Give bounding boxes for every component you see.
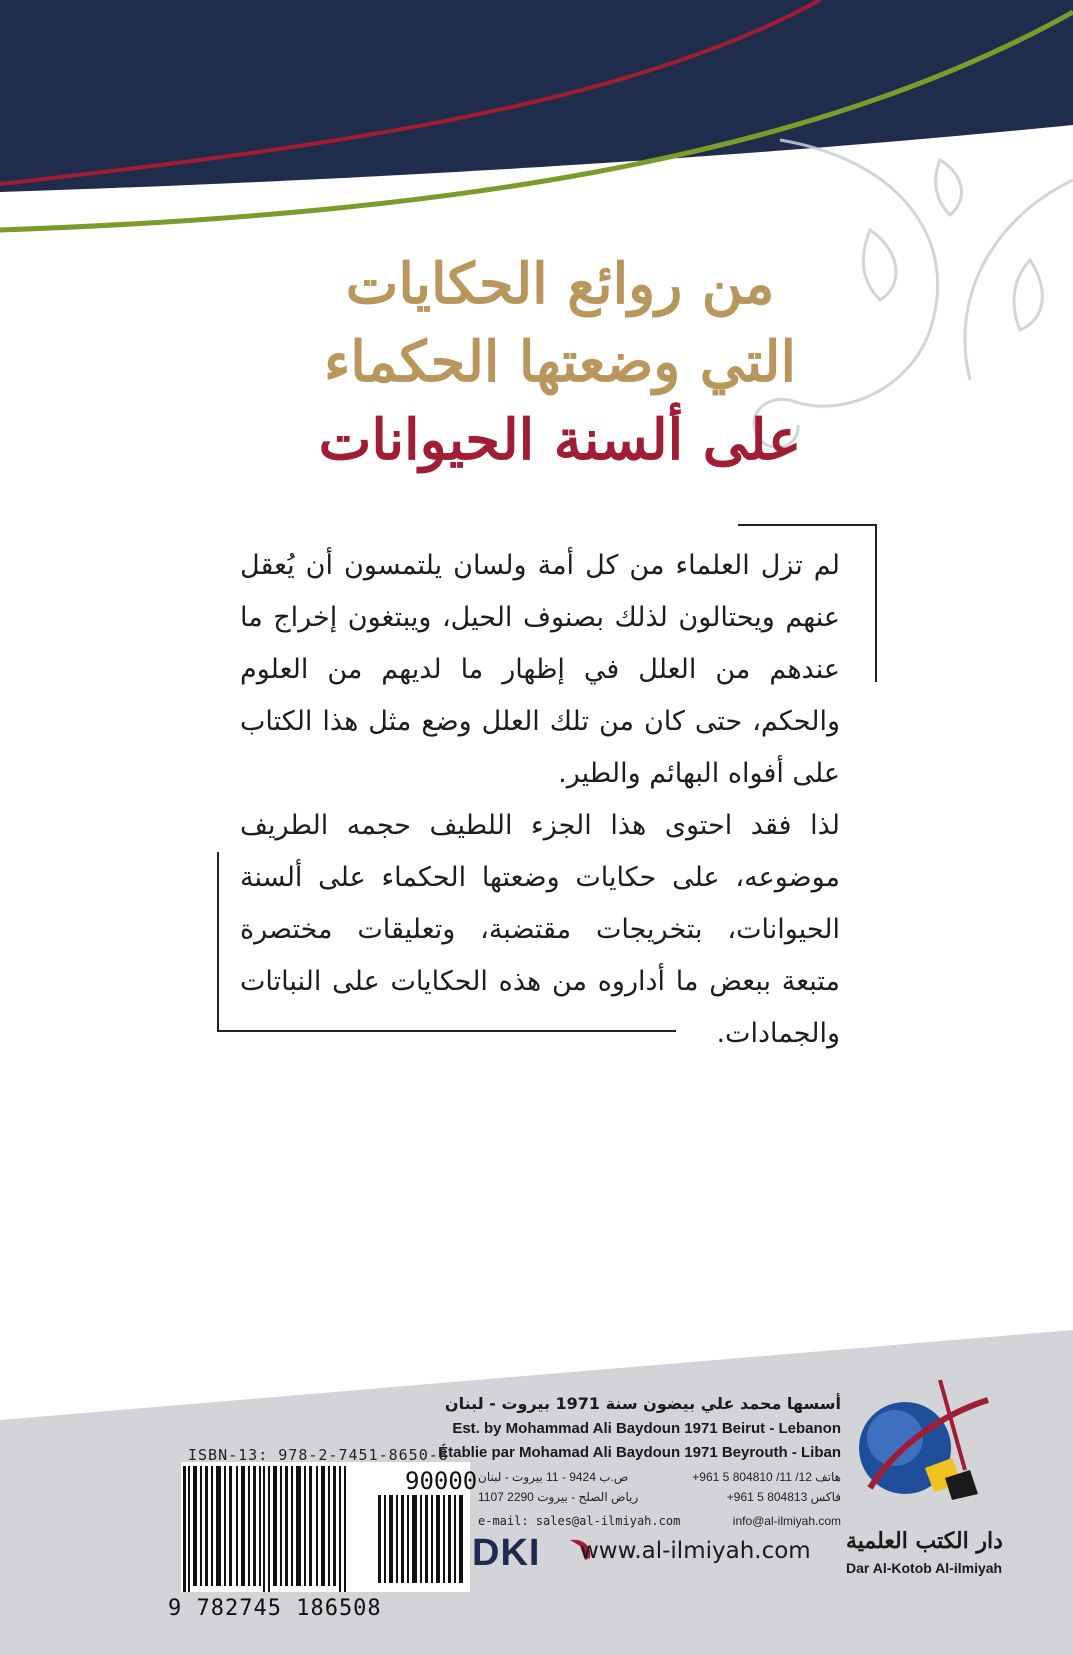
title-line-2: التي وضعتها الحكماء (323, 329, 797, 395)
book-description (240, 540, 840, 1060)
barcode-digits: 9 782745 186508 (168, 1596, 382, 1621)
description-paragraph-2: لذا فقد احتوى هذا الجزء اللطيف حجمه الطريف موضوعه، على حكايات وضعتها الحكماء على ألسنة الحيوانات، بتخريجات مقتضبة، وتعليقات مختصرة متبعة ببعض ما أداروه من هذه الحكايات على النباتات والجمادات. (240, 810, 840, 1049)
publisher-founded-en: Est. by Mohammad Ali Baydoun 1971 Beirut - Lebanon (452, 1420, 841, 1437)
title-line-1: من روائع الحكايات (345, 251, 775, 317)
publisher-po-box: ص.ب 9424 - 11 بيروت - لبنان (478, 1470, 629, 1484)
publisher-founded-fr: Établie par Mohamad Ali Baydoun 1971 Beyrouth - Liban (438, 1444, 841, 1461)
price-code: 90000 (405, 1467, 478, 1495)
publisher-fax: فاكس 804813 5 961+ (726, 1490, 841, 1504)
publisher-riad: رياض الصلح - بيروت 2290 1107 (478, 1490, 639, 1504)
publisher-website: www.al-ilmiyah.com (580, 1538, 811, 1564)
publisher-name-ar: دار الكتب العلمية (846, 1528, 1003, 1554)
publisher-name-en: Dar Al-Kotob Al-ilmiyah (846, 1560, 1003, 1576)
publisher-phone: هاتف 12/ 11/ 804810 5 961+ (692, 1470, 841, 1484)
title-line-3: على ألسنة الحيوانات (318, 407, 802, 473)
book-title (300, 245, 820, 479)
publisher-founded-ar: أسسها محمد علي بيضون سنة 1971 بيروت - لبنان (444, 1394, 841, 1413)
dki-logo-text: DKI (472, 1532, 541, 1574)
publisher-email-info: info@al-ilmiyah.com (732, 1514, 841, 1528)
isbn-label: ISBN-13: 978-2-7451-8650-8 (188, 1446, 449, 1464)
publisher-email-sales: e-mail: sales@al-ilmiyah.com (478, 1514, 681, 1528)
description-paragraph-1: لم تزل العلماء من كل أمة ولسان يلتمسون أن يُعقل عنهم ويحتالون لذلك بصنوف الحيل، ويبتغون إخراج ما عندهم من العلل في إظهار ما لديهم من العلوم والحكم، حتى كان من تلك العلل وضع مثل هذا الكتاب على أفواه البهائم والطير. (240, 550, 840, 789)
